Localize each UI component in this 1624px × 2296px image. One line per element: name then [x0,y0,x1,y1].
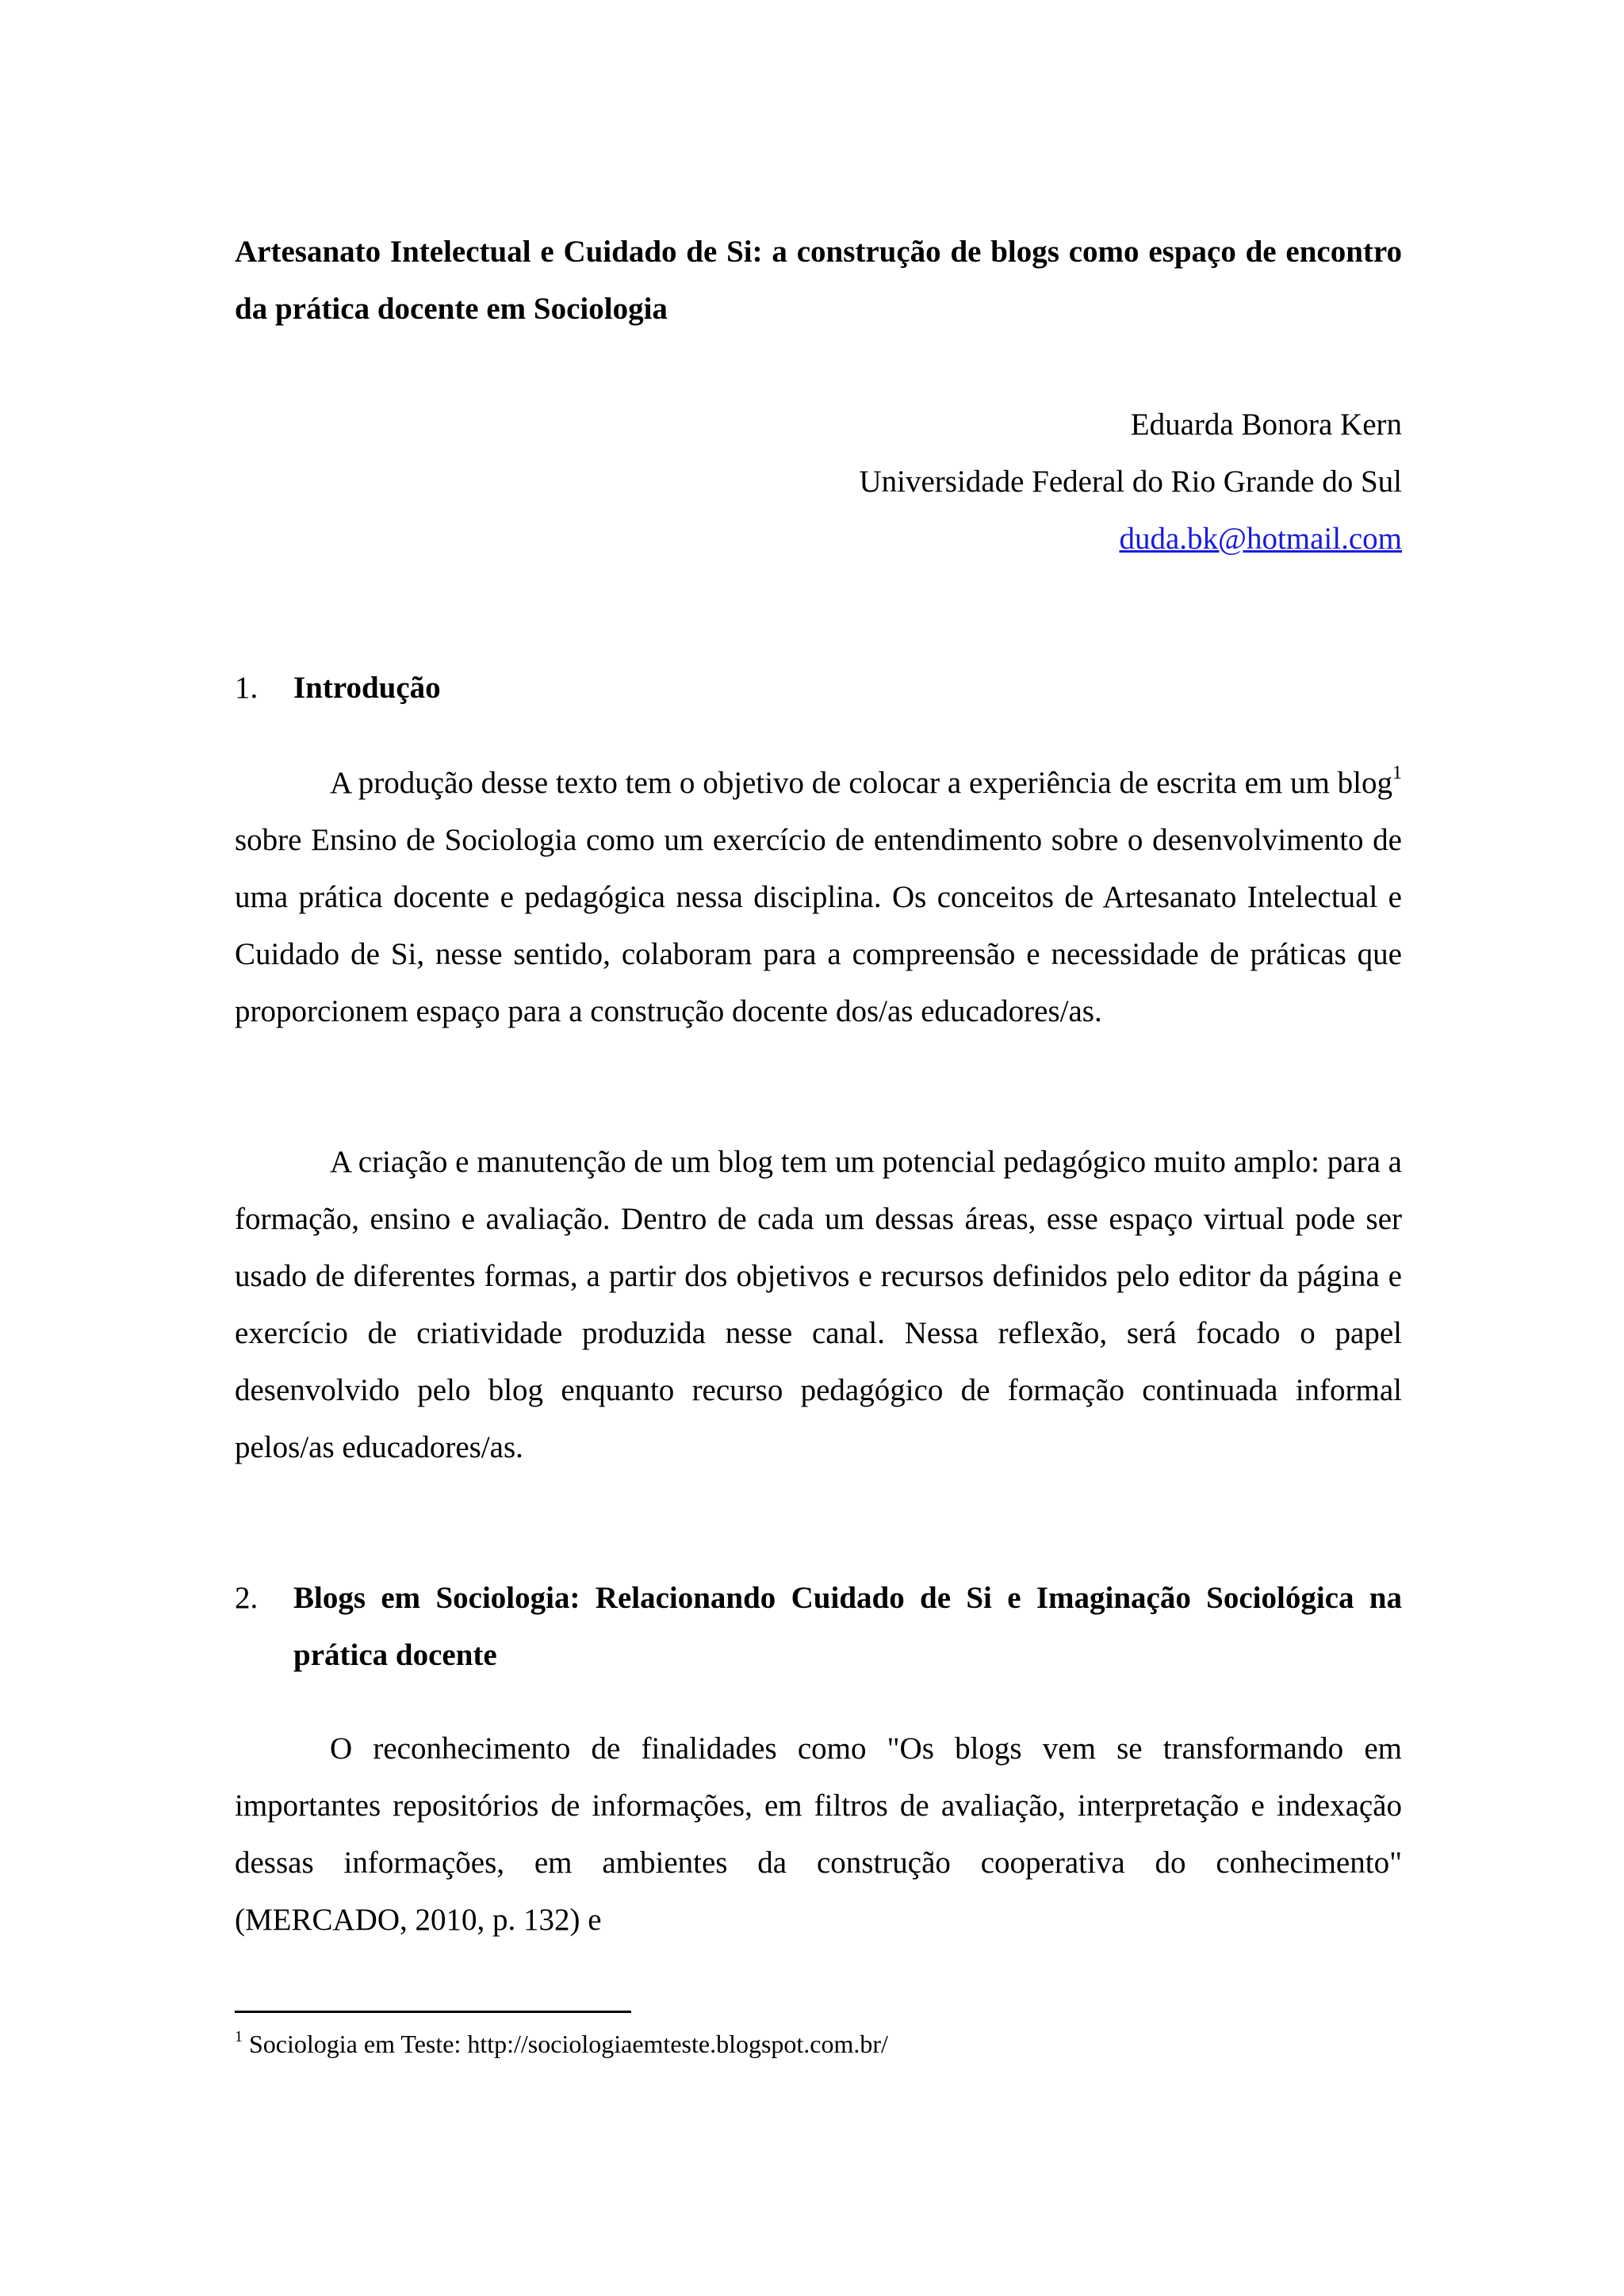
footnote-text: Sociologia em Teste: http://sociologiaemteste.blogspot.com.br/ [243,2030,888,2058]
author-block [859,396,1402,568]
section-2-heading [235,1570,1402,1684]
author-name: Eduarda Bonora Kern [1130,408,1402,442]
paragraph-text: A produção desse texto tem o objetivo de colocar a experiência de escrita em um blog [330,766,1392,800]
section-1-number: 1. [235,671,259,705]
footnote-separator [235,2011,631,2013]
document-title: Artesanato Intelectual e Cuidado de Si: a construção de blogs como espaço de encontro da prática docente em Sociologia [235,235,1402,326]
section-2-paragraph-1: O reconhecimento de finalidades como "Os blogs vem se transformando em importantes repositórios de informações, em filtros de avaliação, interpretação e indexação dessas informações, em ambientes da construção cooperativa do conhecimento" (MERCADO, 2010, p. 132) e [235,1732,1402,1937]
section-1-paragraph-1 [235,755,1402,1040]
footnote-reference[interactable]: 1 [1392,763,1402,783]
section-2-title: Blogs em Sociologia: Relacionando Cuidado de Si e Imaginação Sociológica na prática docente [293,1581,1402,1672]
section-1-heading [235,660,1402,717]
section-1-title: Introdução [293,671,441,705]
section-1-paragraph-2: A criação e manutenção de um blog tem um potencial pedagógico muito amplo: para a formação, ensino e avaliação. Dentro de cada um dessas áreas, esse espaço virtual pode ser usado de diferentes formas, a partir dos objetivos e recursos definidos pelo editor da página e exercício de criatividade produzida nesse canal. Nessa reflexão, será focado o papel desenvolvido pelo blog enquanto recurso pedagógico de formação continuada informal pelos/as educadores/as. [235,1145,1402,1464]
author-email-link[interactable]: duda.bk@hotmail.com [1119,522,1402,556]
footnote-mark: 1 [235,2028,243,2046]
footnote-1 [235,2026,888,2061]
section-2-number: 2. [235,1581,259,1615]
author-affiliation: Universidade Federal do Rio Grande do Sul [859,465,1402,499]
paragraph-text: sobre Ensino de Sociologia como um exercício de entendimento sobre o desenvolvimento de uma prática docente e pedagógica nessa disciplina. Os conceitos de Artesanato Intelectual e Cuidado de Si, nesse sentido, colaboram para a compreensão e necessidade de práticas que proporcionem espaço para a construção docente dos/as educadores/as. [235,823,1402,1028]
